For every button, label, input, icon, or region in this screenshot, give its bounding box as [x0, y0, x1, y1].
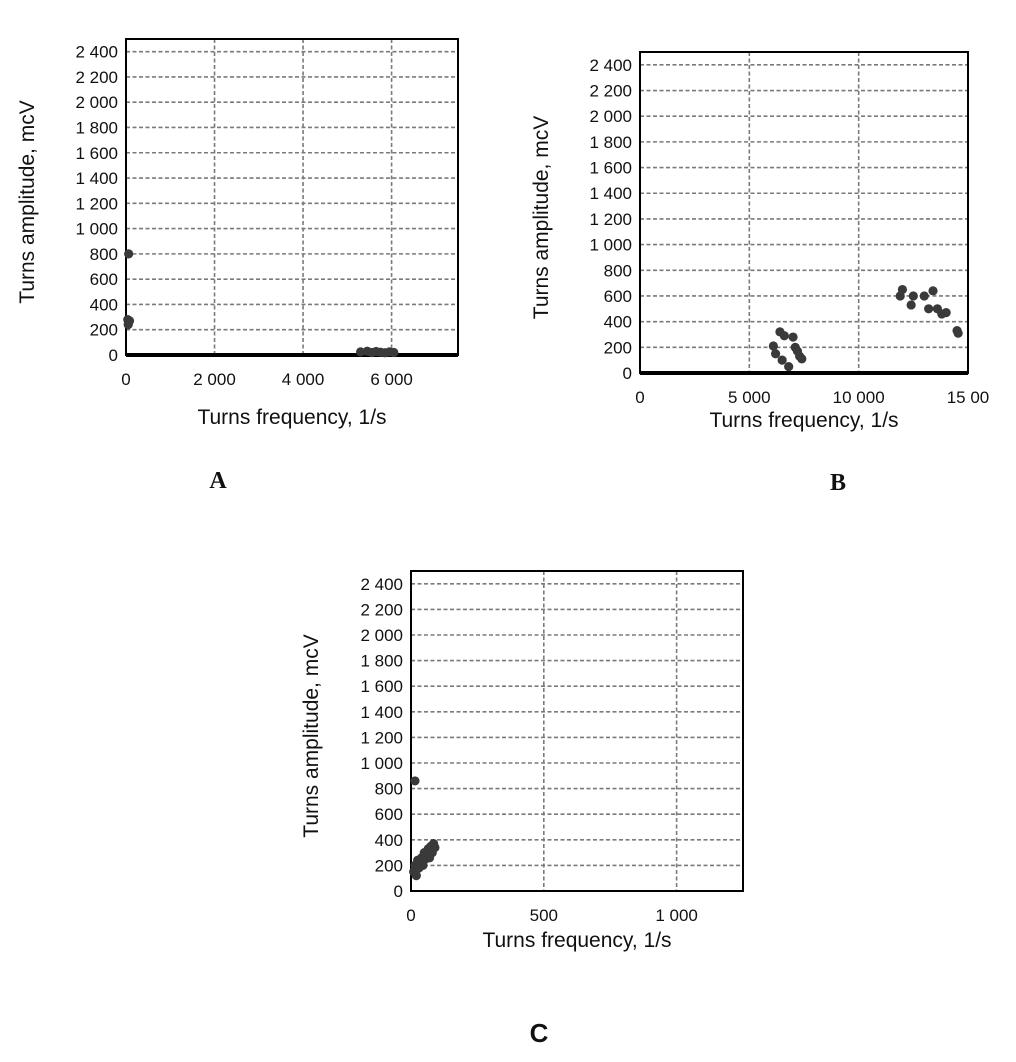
- y-tick-label: 1 000: [360, 754, 403, 773]
- x-tick-label: 6 000: [370, 370, 413, 389]
- y-tick-label: 0: [108, 346, 118, 365]
- y-tick-label: 2 400: [360, 574, 403, 594]
- data-point: [771, 349, 780, 358]
- data-point: [928, 286, 937, 295]
- data-point: [124, 320, 133, 329]
- data-point: [924, 304, 933, 313]
- data-point: [954, 329, 963, 338]
- data-point: [898, 285, 907, 294]
- x-tick-label: 0: [121, 370, 131, 389]
- y-tick-label: 2 200: [360, 600, 403, 620]
- y-tick-label: 1 200: [360, 728, 403, 748]
- y-tick-label: 400: [603, 312, 632, 332]
- y-tick-label: 1 400: [360, 702, 403, 722]
- y-tick-label: 1 400: [589, 184, 632, 204]
- x-axis-label: Turns frequency, 1/s: [197, 406, 387, 429]
- x-tick-label: 0: [406, 906, 416, 925]
- y-tick-label: 200: [603, 338, 632, 358]
- x-tick-label: 4 000: [281, 370, 325, 389]
- y-tick-label: 1 800: [589, 132, 632, 152]
- y-tick-label: 800: [374, 779, 403, 799]
- x-tick-label: 5 000: [728, 388, 771, 407]
- y-tick-label: 2 000: [589, 107, 632, 127]
- data-point: [430, 843, 439, 852]
- y-axis-label: Turns amplitude, mcV: [530, 115, 553, 320]
- x-tick-label: 1 000: [655, 906, 698, 925]
- y-tick-label: 800: [603, 261, 632, 281]
- y-tick-label: 200: [89, 320, 118, 340]
- data-point: [942, 308, 951, 317]
- plot-frame: [411, 571, 743, 891]
- y-tick-label: 600: [89, 270, 118, 290]
- y-tick-label: 800: [89, 244, 118, 264]
- data-point: [784, 362, 793, 371]
- data-point: [907, 300, 916, 309]
- y-tick-label: 2 400: [75, 42, 118, 62]
- y-tick-label: 0: [622, 364, 632, 383]
- scatter-panel-c: [300, 571, 743, 1048]
- data-point: [797, 354, 806, 363]
- data-point: [389, 348, 398, 357]
- y-tick-label: 2 000: [360, 626, 403, 645]
- y-tick-label: 1 200: [589, 209, 632, 229]
- data-point: [778, 356, 787, 365]
- data-point: [909, 291, 918, 300]
- data-point: [780, 331, 789, 340]
- y-tick-label: 600: [374, 805, 403, 825]
- x-tick-label: 0: [635, 388, 645, 407]
- x-tick-label: 15 00: [946, 388, 990, 407]
- y-tick-label: 1 200: [75, 194, 118, 214]
- panel-label: B: [829, 470, 847, 496]
- x-axis-label: Turns frequency, 1/s: [482, 929, 672, 952]
- x-tick-label: 2 000: [193, 370, 236, 389]
- y-tick-label: 1 000: [75, 219, 118, 239]
- y-tick-label: 1 400: [75, 169, 118, 189]
- panel-label: C: [529, 1018, 549, 1048]
- x-axis-label: Turns frequency, 1/s: [709, 409, 899, 432]
- plot-frame: [126, 39, 458, 355]
- scatter-panel-a: [16, 39, 458, 494]
- y-tick-label: 1 800: [360, 651, 403, 671]
- scatter-panel-b: [530, 52, 989, 496]
- y-tick-label: 1 000: [589, 235, 632, 255]
- y-tick-label: 600: [603, 286, 632, 306]
- plot-frame: [640, 52, 968, 373]
- y-tick-label: 400: [89, 295, 118, 315]
- y-tick-label: 2 200: [75, 67, 118, 87]
- y-tick-label: 0: [393, 882, 403, 901]
- x-tick-label: 10 000: [832, 388, 885, 407]
- y-axis-label: Turns amplitude, mcV: [16, 100, 39, 304]
- y-tick-label: 200: [374, 856, 403, 876]
- data-point: [920, 291, 929, 300]
- y-tick-label: 1 600: [360, 677, 403, 697]
- y-tick-label: 2 400: [589, 55, 632, 75]
- y-tick-label: 2 200: [589, 81, 632, 101]
- y-tick-label: 2 000: [75, 93, 118, 113]
- panel-label: A: [209, 468, 227, 494]
- data-point: [124, 249, 133, 258]
- data-point: [769, 341, 778, 350]
- y-tick-label: 1 600: [589, 158, 632, 178]
- data-point: [410, 776, 419, 785]
- data-point: [788, 332, 797, 341]
- y-tick-label: 1 800: [75, 118, 118, 138]
- y-tick-label: 400: [374, 830, 403, 850]
- x-tick-label: 500: [529, 906, 558, 925]
- y-axis-label: Turns amplitude, mcV: [300, 634, 323, 838]
- y-tick-label: 1 600: [75, 143, 118, 163]
